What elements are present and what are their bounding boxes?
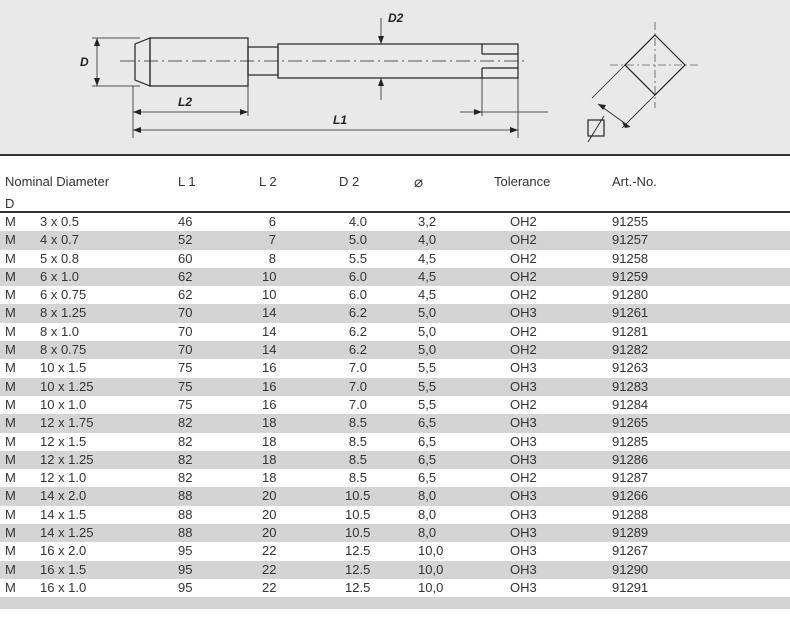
cell-prefix: M [5,396,16,412]
table-row [0,231,790,249]
cell-d2: 6.0 [348,287,367,303]
cell-d2: 5.5 [348,250,367,266]
table-row [0,451,790,469]
cell-art-no: 91265 [612,415,649,431]
cell-square-size: 8,0 [418,488,437,504]
cell-l2: 6 [268,214,276,229]
cell-art-no: 91284 [612,396,649,412]
cell-prefix: M [5,342,16,358]
cell-tolerance: OH2 [510,268,537,284]
cell-l1: 75 [178,360,193,376]
cell-square-size: 4,0 [418,232,437,248]
cell-tolerance: OH3 [510,451,537,467]
cell-d2: 6.2 [348,305,367,321]
cell-size: 8 x 1.0 [40,323,80,339]
cell-square-size: 3,2 [418,214,437,229]
cell-prefix: M [5,378,16,394]
cell-square-size: 6,5 [418,470,437,486]
cell-l1: 52 [178,232,193,248]
cell-prefix: M [5,543,16,559]
cell-d2: 10.5 [345,488,371,504]
cell-l2: 18 [262,451,277,467]
spec-table [0,154,790,609]
cell-prefix: M [5,506,16,522]
cell-prefix: M [5,214,16,229]
cell-square-size: 5,5 [418,360,437,376]
cell-l1: 75 [178,396,193,412]
table-row [0,359,790,377]
table-row [0,524,790,542]
header-l1: L 1 [178,174,196,189]
cell-d2: 7.0 [348,360,367,376]
cell-square-size: 4,5 [418,268,437,284]
cell-tolerance: OH3 [510,525,537,541]
cell-art-no: 91267 [612,543,649,559]
cell-prefix: M [5,525,16,541]
cell-size: 12 x 1.5 [40,433,87,449]
cell-art-no: 91259 [612,268,649,284]
dim-label-d2: D2 [388,11,404,25]
table-row [0,341,790,359]
cell-square-size: 10,0 [418,579,444,595]
cell-art-no: 91261 [612,305,649,321]
cell-prefix: M [5,579,16,595]
cell-l1: 70 [178,323,193,339]
cell-square-size: 8,0 [418,506,437,522]
cell-art-no: 91255 [612,214,649,229]
cell-d2: 6.0 [348,268,367,284]
cell-l2: 22 [262,543,277,559]
cell-prefix: M [5,415,16,431]
cell-l2: 10 [262,287,277,303]
cell-tolerance: OH3 [510,561,537,577]
cell-l1: 95 [178,579,193,595]
cell-l1: 82 [178,470,193,486]
cell-prefix: M [5,305,16,321]
table-body [0,213,790,597]
cell-art-no: 91288 [612,506,649,522]
cell-d2: 7.0 [348,378,367,394]
cell-size: 10 x 1.25 [40,378,94,394]
cell-art-no: 91290 [612,561,649,577]
tap-thread-body [150,38,248,86]
cell-d2: 5.0 [348,232,367,248]
cell-tolerance: OH3 [510,579,537,595]
table-row [0,323,790,341]
cell-size: 3 x 0.5 [40,214,80,229]
table-row [0,579,790,597]
cell-l1: 95 [178,543,193,559]
cell-l1: 88 [178,506,193,522]
cell-l1: 70 [178,305,193,321]
table-row [0,506,790,524]
cell-d2: 7.0 [348,396,367,412]
cell-square-size: 10,0 [418,561,444,577]
cell-square-size: 5,0 [418,305,437,321]
cell-d2: 12.5 [345,543,371,559]
cell-l1: 75 [178,378,193,394]
cell-size: 4 x 0.7 [40,232,80,248]
tap-chamfer-outline [135,38,150,86]
cell-tolerance: OH3 [510,415,537,431]
table-header [0,154,790,213]
cell-l2: 20 [262,488,277,504]
cell-d2: 10.5 [345,525,371,541]
cell-d2: 8.5 [348,433,367,449]
cell-size: 10 x 1.0 [40,396,87,412]
cell-art-no: 91291 [612,579,649,595]
dim-label-l2: L2 [178,95,193,109]
cell-l2: 8 [268,250,276,266]
cell-prefix: M [5,488,16,504]
cell-prefix: M [5,360,16,376]
cell-l2: 22 [262,579,277,595]
table-row [0,378,790,396]
cell-size: 12 x 1.0 [40,470,87,486]
cell-tolerance: OH3 [510,305,537,321]
cell-l2: 18 [262,433,277,449]
cell-art-no: 91289 [612,525,649,541]
cell-tolerance: OH2 [510,250,537,266]
cell-l2: 16 [262,396,277,412]
cell-art-no: 91287 [612,470,649,486]
cell-art-no: 91280 [612,287,649,303]
cell-tolerance: OH3 [510,433,537,449]
cell-d2: 6.2 [348,342,367,358]
table-row [0,487,790,505]
cell-square-size: 6,5 [418,415,437,431]
table-row [0,213,790,231]
cell-square-size: 5,0 [418,323,437,339]
cell-l2: 22 [262,561,277,577]
cell-l2: 14 [262,342,277,358]
header-nominal-sub: D [5,196,15,211]
cell-l2: 14 [262,323,277,339]
square-symbol-icon [588,120,604,136]
cell-tolerance: OH2 [510,396,537,412]
cell-l1: 46 [178,214,193,229]
cell-size: 16 x 1.5 [40,561,87,577]
cell-art-no: 91282 [612,342,649,358]
cell-l1: 60 [178,250,193,266]
cell-square-size: 8,0 [418,525,437,541]
table-row [0,542,790,560]
cell-art-no: 91281 [612,323,649,339]
cell-prefix: M [5,268,16,284]
cell-l1: 70 [178,342,193,358]
cell-tolerance: OH2 [510,323,537,339]
cell-d2: 10.5 [345,506,371,522]
table-row [0,250,790,268]
cell-tolerance: OH3 [510,488,537,504]
table-footer-strip [0,597,790,609]
header-art-no: Art.-No. [612,174,657,189]
cell-l1: 82 [178,415,193,431]
cell-d2: 12.5 [345,579,371,595]
cell-d2: 12.5 [345,561,371,577]
cell-prefix: M [5,250,16,266]
dim-label-d: D [80,55,89,69]
cell-l2: 18 [262,470,277,486]
cell-tolerance: OH2 [510,470,537,486]
cell-size: 12 x 1.25 [40,451,94,467]
cell-tolerance: OH3 [510,506,537,522]
dim-label-l1: L1 [333,113,348,127]
cell-art-no: 91258 [612,250,649,266]
cell-l2: 10 [262,268,277,284]
cell-l2: 20 [262,506,277,522]
cell-l2: 7 [268,232,276,248]
cell-art-no: 91283 [612,378,649,394]
cell-d2: 8.5 [348,415,367,431]
cell-d2: 6.2 [348,323,367,339]
cell-tolerance: OH3 [510,378,537,394]
header-l2: L 2 [259,174,277,189]
table-row [0,286,790,304]
table-row [0,469,790,487]
table-row [0,433,790,451]
cell-square-size: 5,0 [418,342,437,358]
cell-size: 5 x 0.8 [40,250,80,266]
header-square-icon: ⌀ [414,174,424,191]
cell-tolerance: OH2 [510,214,537,229]
table-row [0,414,790,432]
cell-square-size: 4,5 [418,287,437,303]
cell-prefix: M [5,561,16,577]
cell-art-no: 91285 [612,433,649,449]
cell-tolerance: OH3 [510,543,537,559]
table-row [0,396,790,414]
cell-tolerance: OH3 [510,360,537,376]
cell-l1: 82 [178,433,193,449]
cell-prefix: M [5,470,16,486]
cell-l1: 82 [178,451,193,467]
technical-drawing [0,0,790,154]
cell-tolerance: OH2 [510,287,537,303]
cell-prefix: M [5,287,16,303]
cell-l1: 62 [178,287,193,303]
cell-square-size: 4,5 [418,250,437,266]
cell-size: 6 x 0.75 [40,287,87,303]
cell-square-size: 10,0 [418,543,444,559]
cell-l1: 88 [178,488,193,504]
cell-l2: 18 [262,415,277,431]
cell-size: 14 x 2.0 [40,488,87,504]
cell-square-size: 6,5 [418,433,437,449]
cell-prefix: M [5,232,16,248]
cell-l2: 16 [262,378,277,394]
tap-drawing-svg [0,0,790,154]
cell-d2: 8.5 [348,451,367,467]
cell-l2: 14 [262,305,277,321]
header-d2: D 2 [339,174,360,189]
cell-l1: 62 [178,268,193,284]
cell-size: 8 x 0.75 [40,342,87,358]
cell-art-no: 91286 [612,451,649,467]
cell-l1: 95 [178,561,193,577]
cell-size: 10 x 1.5 [40,360,87,376]
cell-size: 16 x 2.0 [40,543,87,559]
cell-d2: 4.0 [348,214,367,229]
cell-art-no: 91263 [612,360,649,376]
cell-art-no: 91257 [612,232,649,248]
cell-l2: 20 [262,525,277,541]
cell-prefix: M [5,323,16,339]
cell-size: 8 x 1.25 [40,305,87,321]
cell-square-size: 6,5 [418,451,437,467]
cell-size: 12 x 1.75 [40,415,94,431]
cell-art-no: 91266 [612,488,649,504]
cell-size: 16 x 1.0 [40,579,87,595]
header-nominal-diameter: Nominal Diameter [5,174,110,189]
cell-prefix: M [5,433,16,449]
cell-size: 14 x 1.5 [40,506,87,522]
table-row [0,268,790,286]
cell-size: 14 x 1.25 [40,525,94,541]
table-row [0,561,790,579]
cell-square-size: 5,5 [418,396,437,412]
cell-square-size: 5,5 [418,378,437,394]
cell-d2: 8.5 [348,470,367,486]
cell-prefix: M [5,451,16,467]
cell-l2: 16 [262,360,277,376]
cell-tolerance: OH2 [510,232,537,248]
cell-size: 6 x 1.0 [40,268,80,284]
header-tolerance: Tolerance [494,174,551,189]
table-row [0,304,790,322]
cell-l1: 88 [178,525,193,541]
cell-tolerance: OH2 [510,342,537,358]
